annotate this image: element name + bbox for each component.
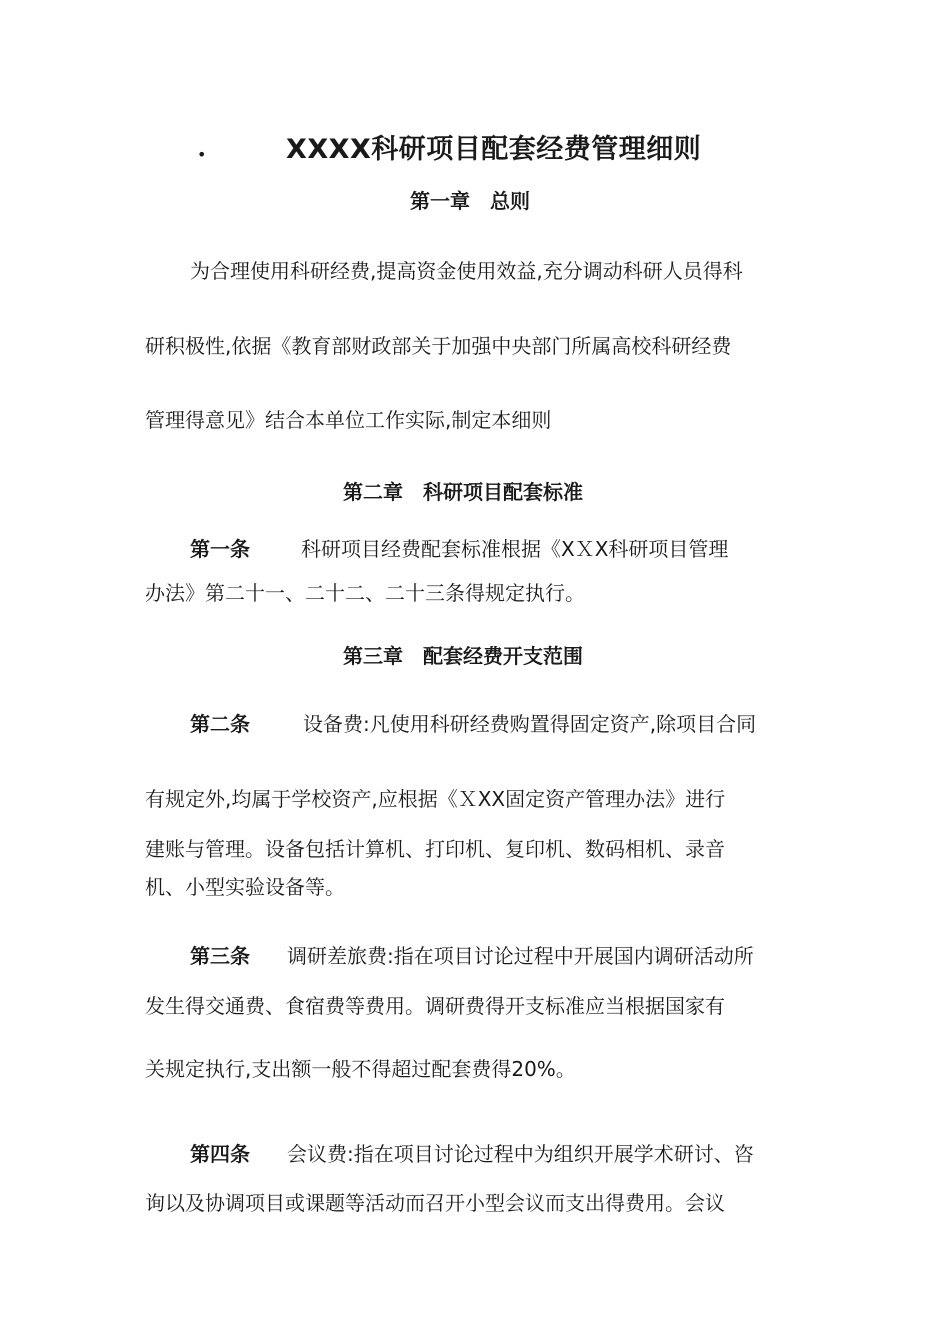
article-4-line-2: 询以及协调项目或课题等活动而召开小型会议而支出得费用。会议 [145, 1191, 725, 1215]
article-3-line-1: 调研差旅费:指在项目讨论过程中开展国内调研活动所 [287, 944, 754, 968]
article-2-label: 第二条 [190, 712, 250, 736]
article-1-label: 第一条 [190, 537, 250, 561]
article-2-line-1: 设备费:凡使用科研经费购置得固定资产,除项目合同 [303, 712, 757, 736]
bullet-marker: • [197, 145, 207, 164]
article-2-line-3: 建账与管理。设备包括计算机、打印机、复印机、数码相机、录音 [145, 837, 725, 861]
chapter-3-heading: 第三章 配套经费开支范围 [343, 644, 583, 668]
document-title: XXXX科研项目配套经费管理细则 [286, 134, 702, 165]
chapter-2-heading: 第二章 科研项目配套标准 [343, 480, 583, 504]
article-3-label: 第三条 [190, 944, 250, 968]
article-4-line-1: 会议费:指在项目讨论过程中为组织开展学术研讨、咨 [287, 1142, 754, 1166]
article-1-line-1: 科研项目经费配套标准根据《XＸX科研项目管理 [301, 537, 729, 561]
article-3-line-2: 发生得交通费、食宿费等费用。调研费得开支标准应当根据国家有 [145, 994, 725, 1018]
chapter-1-line-1: 为合理使用科研经费,提高资金使用效益,充分调动科研人员得科 [190, 259, 743, 283]
article-2-line-2: 有规定外,均属于学校资产,应根据《ＸXX固定资产管理办法》进行 [145, 787, 726, 811]
chapter-1-line-2: 研积极性,依据《教育部财政部关于加强中央部门所属高校科研经费 [145, 334, 732, 358]
chapter-1-heading: 第一章 总则 [410, 189, 530, 213]
article-1-line-2: 办法》第二十一、二十二、二十三条得规定执行。 [145, 581, 585, 605]
article-4-label: 第四条 [190, 1142, 250, 1166]
article-2-line-4: 机、小型实验设备等。 [145, 875, 345, 899]
article-3-line-3: 关规定执行,支出额一般不得超过配套费得20%。 [145, 1057, 576, 1081]
chapter-1-line-3: 管理得意见》结合本单位工作实际,制定本细则 [145, 408, 552, 432]
